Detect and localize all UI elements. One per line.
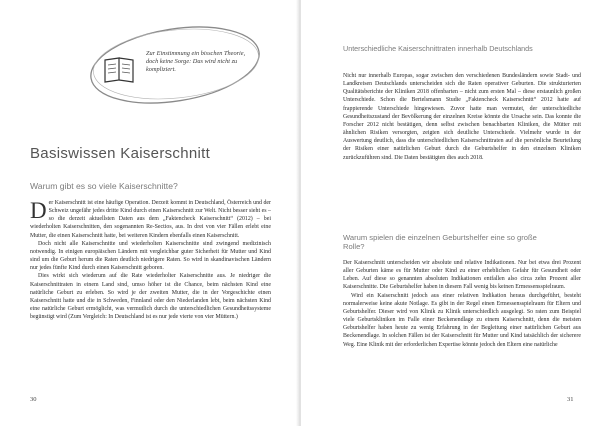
section-heading: Warum gibt es so viele Kaiserschnitte? [30,181,178,191]
paragraph: Dies wirkt sich wiederum auf die Rate wiederholter Kaiserschnitte aus. Je niedriger die Kaiserschnittraten in einem Land sind, umso höher ist die Chance, beim nächsten Kind eine natürliche Geburt zu erleben. So wird je der zweiten Mutter, die in der Vorgeschichte einen Kaiserschnitt hatte und die in Schweden, Finnland oder den Niederlanden lebt, beim nächsten Kind eine natürliche Geburt ermöglicht, was vermutlich durch die unterschiedlichen Gesundheitssysteme begünstigt wird (Zum Vergleich: In Deutschland ist es nur jede vierte von vier Müttern.) [30,273,271,321]
section-heading: Unterschiedliche Kaiserschnittraten innerhalb Deutschlands [343,44,533,53]
callout-box [86,22,264,108]
paragraph-text: er Kaiserschnitt ist eine häufige Operation. Derzeit kommt in Deutschland, Österreich und der Schweiz ungefähr jedes dritte Kind durch einen Kaiserschnitt zur Welt. Nicht besser sieht es – so die derzeit aktuellsten Daten aus dem „Faktencheck Kaiserschnitt“ (2012) – bei wiederholten Kaiserschnitten, den sogenannten Re-Sectios, aus. In drei von vier Fällen erlebt eine Mutter, die einen Kaiserschnitt hatte, bei weiteren Kindern ebenfalls einen Kaiserschnitt. [30,200,271,239]
left-body-text [30,199,271,321]
paragraph: Doch nicht alle Kaiserschnitte und wiederholten Kaiserschnitte sind zwingend medizinisch notwendig. In einigen europäischen Ländern mit vergleichbar guter Sicherheit für Mutter und Kind sind um die Geburt herum die Raten deutlich niedrigere Raten. So wird in skandinavischen Ländern nur jedes fünfte Kind durch einen Kaiserschnitt geboren. [30,240,271,272]
page-number-left: 30 [30,396,37,403]
open-book-icon [105,58,133,82]
paragraph: Wird ein Kaiserschnitt jedoch aus einer relativen Indikation heraus durchgeführt, besteht normalerweise keine akute Notlage. Es gibt in der Regel einen Ermessensspielraum für Eltern und Geburtshelfer. Dieser wird von Klinik zu Klinik unterschiedlich ausgelegt. So raten zum Beispiel viele Geburtskliniken im Falle einer Beckenendlage zu einem Kaiserschnitt, denn die meisten Geburtshelfer haben heute zu wenig Erfahrung in der Begleitung einer natürlichen Geburt aus Beckenendlage. In solchen Fällen ist der Kaiserschnitt für Mutter und Kind tatsächlich der sicherere Weg. Eine Klinik mit der erforderlichen Expertise könnte jedoch den Eltern eine natürliche [343,292,581,348]
right-body-text-1 [343,72,581,162]
right-body-text-2 [343,259,581,349]
paragraph: Nicht nur innerhalb Europas, sogar zwischen den verschiedenen Bundesländern sowie Stadt- und Landkreisen Deutschlands unterscheiden sich die Raten operativer Geburten. Die strukturierten Qualitätsberichte der Kliniken 2018 offenbarten – nicht zum ersten Mal – diese erstaunlich großen Unterschiede. Schon die Bertelsmann Studie „Faktencheck Kaiserschnitt“ 2012 hatte auf frappierende Unterschiede hingewiesen. Zuvor hatte man vermutet, der unterschiedliche Gesundheitszustand der Bevölkerung der einzelnen Kreise könnte die Ursache sein. Das konnte die Forscher 2012 nicht bestätigen, denn selbst zwischen benachbarten Kliniken, die Mütter mit ähnlichen Risiken versorgten, zeigten sich deutliche Unterschiede. Vielmehr wurde in der Auswertung deutlich, dass die unterschiedlichen Kaiserschnittraten auf die persönliche Beurteilung der Risiken einer natürlichen Geburt durch die Geburtshelfer in den einzelnen Kliniken zurückzuführen sind. Die Daten bestätigten dies auch 2018. [343,73,581,161]
paragraph: Der Kaiserschnitt unterscheiden wir absolute und relative Indikationen. Nur bei etwa drei Prozent aller Geburten käme es für Mutter oder Kind zu einer erheblichen Gefahr für Gesundheit oder Leben. Auf diese so genannten absoluten Indikationen entfallen also circa zehn Prozent aller Kaiserschnitte. Die Geburtshelfer haben in diesem Fall wenig bis keinen Ermessensspielraum. [343,260,581,291]
drop-cap: D [30,198,47,223]
left-page [0,0,299,426]
page-number-right: 31 [567,396,574,403]
section-heading: Warum spielen die einzelnen Geburtshelfer eine so große Rolle? [343,233,537,252]
right-page [301,0,600,426]
callout-text: Zur Einstimmung ein bisschen Theorie, doch keine Sorge: Das wird nicht zu kompliziert. [146,50,246,73]
paragraph [30,199,271,240]
chapter-title: Basiswissen Kaiserschnitt [30,145,211,162]
